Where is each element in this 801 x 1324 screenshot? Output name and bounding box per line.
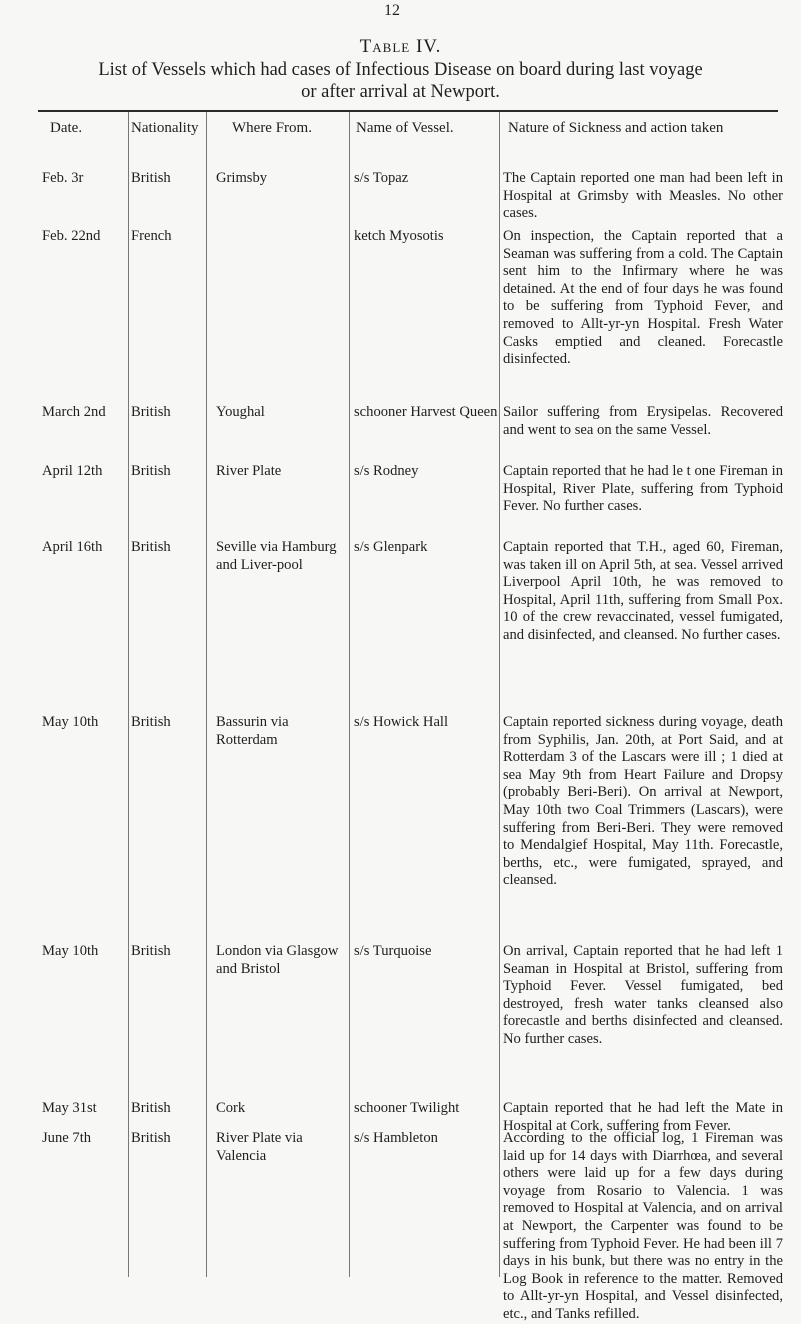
row-where-from: Youghal <box>216 404 265 420</box>
row-where-from: River Plate via Valencia <box>216 1130 303 1164</box>
row-vessel: s/s Hambleton <box>354 1130 438 1146</box>
header-nature: Nature of Sickness and action taken <box>508 120 724 136</box>
row-nature: Captain reported that he had left the Mate in Hospital at Cork, suffering from Fever. <box>503 1100 783 1134</box>
row-where-from: Bassurin via Rotterdam <box>216 714 289 748</box>
row-nationality: British <box>131 1130 171 1146</box>
table-subtitle-line-2: or after arrival at Newport. <box>301 82 500 102</box>
row-nature: On arrival, Captain reported that he had left 1 Seaman in Hospital at Bristol, suffering from Typhoid Fever. Vessel fumigated, bed destroyed, fresh water tanks cleansed also forecastle and berths disinfected and cleansed. No further cases. <box>503 943 783 1047</box>
row-date: April 12th <box>42 463 103 479</box>
row-nationality: British <box>131 539 171 555</box>
row-nature: Captain reported sickness during voyage, death from Syphilis, Jan. 20th, at Port Said, and at Rotterdam 3 of the Lascars were ill ; 1 died at sea May 9th from Heart Failure and Dropsy (probably Beri-Beri). On arrival at Newport, May 10th two Coal Trimmers (Lascars), were suffering from Beri-Beri. They were removed to Mendalgief Hospital, May 11th. Forecastle, berths, etc., were fumigated, sprayed, and cleansed. <box>503 714 783 889</box>
row-vessel: ketch Myosotis <box>354 228 444 244</box>
column-divider <box>349 112 350 1277</box>
row-nationality: British <box>131 1100 171 1116</box>
page-number: 12 <box>384 2 400 19</box>
row-vessel: s/s Topaz <box>354 170 409 186</box>
row-nature: On inspection, the Captain reported that a Seaman was suffering from a cold. The Captain sent him to the Infirmary where he was detained. At the end of four days he was found to be suffering from Typhoid Fever, and removed to Allt-yr-yn Hospital. Fresh Water Casks emptied and cleaned. Forecastle disinfected. <box>503 228 783 368</box>
row-nationality: British <box>131 714 171 730</box>
column-divider <box>206 112 207 1277</box>
row-date: Feb. 22nd <box>42 228 101 244</box>
row-date: June 7th <box>42 1130 92 1146</box>
row-date: Feb. 3r <box>42 170 84 186</box>
row-where-from: London via Glasgow and Bristol <box>216 943 339 977</box>
row-where-from: Cork <box>216 1100 246 1116</box>
row-vessel: s/s Glenpark <box>354 539 428 555</box>
row-nature: The Captain reported one man had been left in Hospital at Grimsby with Measles. No other cases. <box>503 170 783 222</box>
row-date: May 10th <box>42 943 99 959</box>
table-subtitle-line-1: List of Vessels which had cases of Infectious Disease on board during last voyage <box>98 60 703 80</box>
row-nationality: British <box>131 463 171 479</box>
row-nature: According to the official log, 1 Fireman was laid up for 14 days with Diarrhœa, and several others were laid up for a few days during voyage from Rosario to Valencia. 1 was removed to Hospital at Valencia, and on arrival at Newport, the Carpenter was found to be suffering from Typhoid Fever. He had been ill 7 days in his bunk, but there was no entry in the Log Book in reference to the matter. Removed to Allt-yr-yn Hospital, and Vessel disinfected, etc., and Tanks refilled. <box>503 1130 783 1322</box>
row-vessel: s/s Howick Hall <box>354 714 449 730</box>
row-date: March 2nd <box>42 404 106 420</box>
row-vessel: schooner Harvest Queen <box>354 404 498 420</box>
row-where-from: Seville via Hamburg and Liver-pool <box>216 539 337 573</box>
row-vessel: s/s Rodney <box>354 463 419 479</box>
row-date: April 16th <box>42 539 103 555</box>
row-date: May 10th <box>42 714 99 730</box>
table-title: Table IV. <box>359 36 442 57</box>
row-nationality: British <box>131 943 171 959</box>
row-where-from: Grimsby <box>216 170 268 186</box>
row-date: May 31st <box>42 1100 97 1116</box>
row-nationality: British <box>131 404 171 420</box>
header-vessel: Name of Vessel. <box>356 120 454 136</box>
row-nature: Captain reported that he had le t one Fireman in Hospital, River Plate, suffering from Typhoid Fever. No further cases. <box>503 463 783 515</box>
header-date: Date. <box>50 120 83 136</box>
row-vessel: schooner Twilight <box>354 1100 460 1116</box>
header-nationality: Nationality <box>131 120 199 136</box>
row-where-from: River Plate <box>216 463 282 479</box>
header-where-from: Where From. <box>232 120 312 136</box>
row-nature: Captain reported that T.H., aged 60, Fireman, was taken ill on April 5th, at sea. Vessel arrived Liverpool April 10th, he was removed to Hospital, April 11th, suffering from Small Pox. 10 of the crew revaccinated, vessel fumigated, and disinfected, and cleansed. No further cases. <box>503 539 783 643</box>
row-vessel: s/s Turquoise <box>354 943 432 959</box>
row-nationality: British <box>131 170 171 186</box>
row-nature: Sailor suffering from Erysipelas. Recovered and went to sea on the same Vessel. <box>503 404 783 438</box>
column-divider <box>128 112 129 1277</box>
top-rule <box>38 110 778 112</box>
row-nationality: French <box>131 228 172 244</box>
